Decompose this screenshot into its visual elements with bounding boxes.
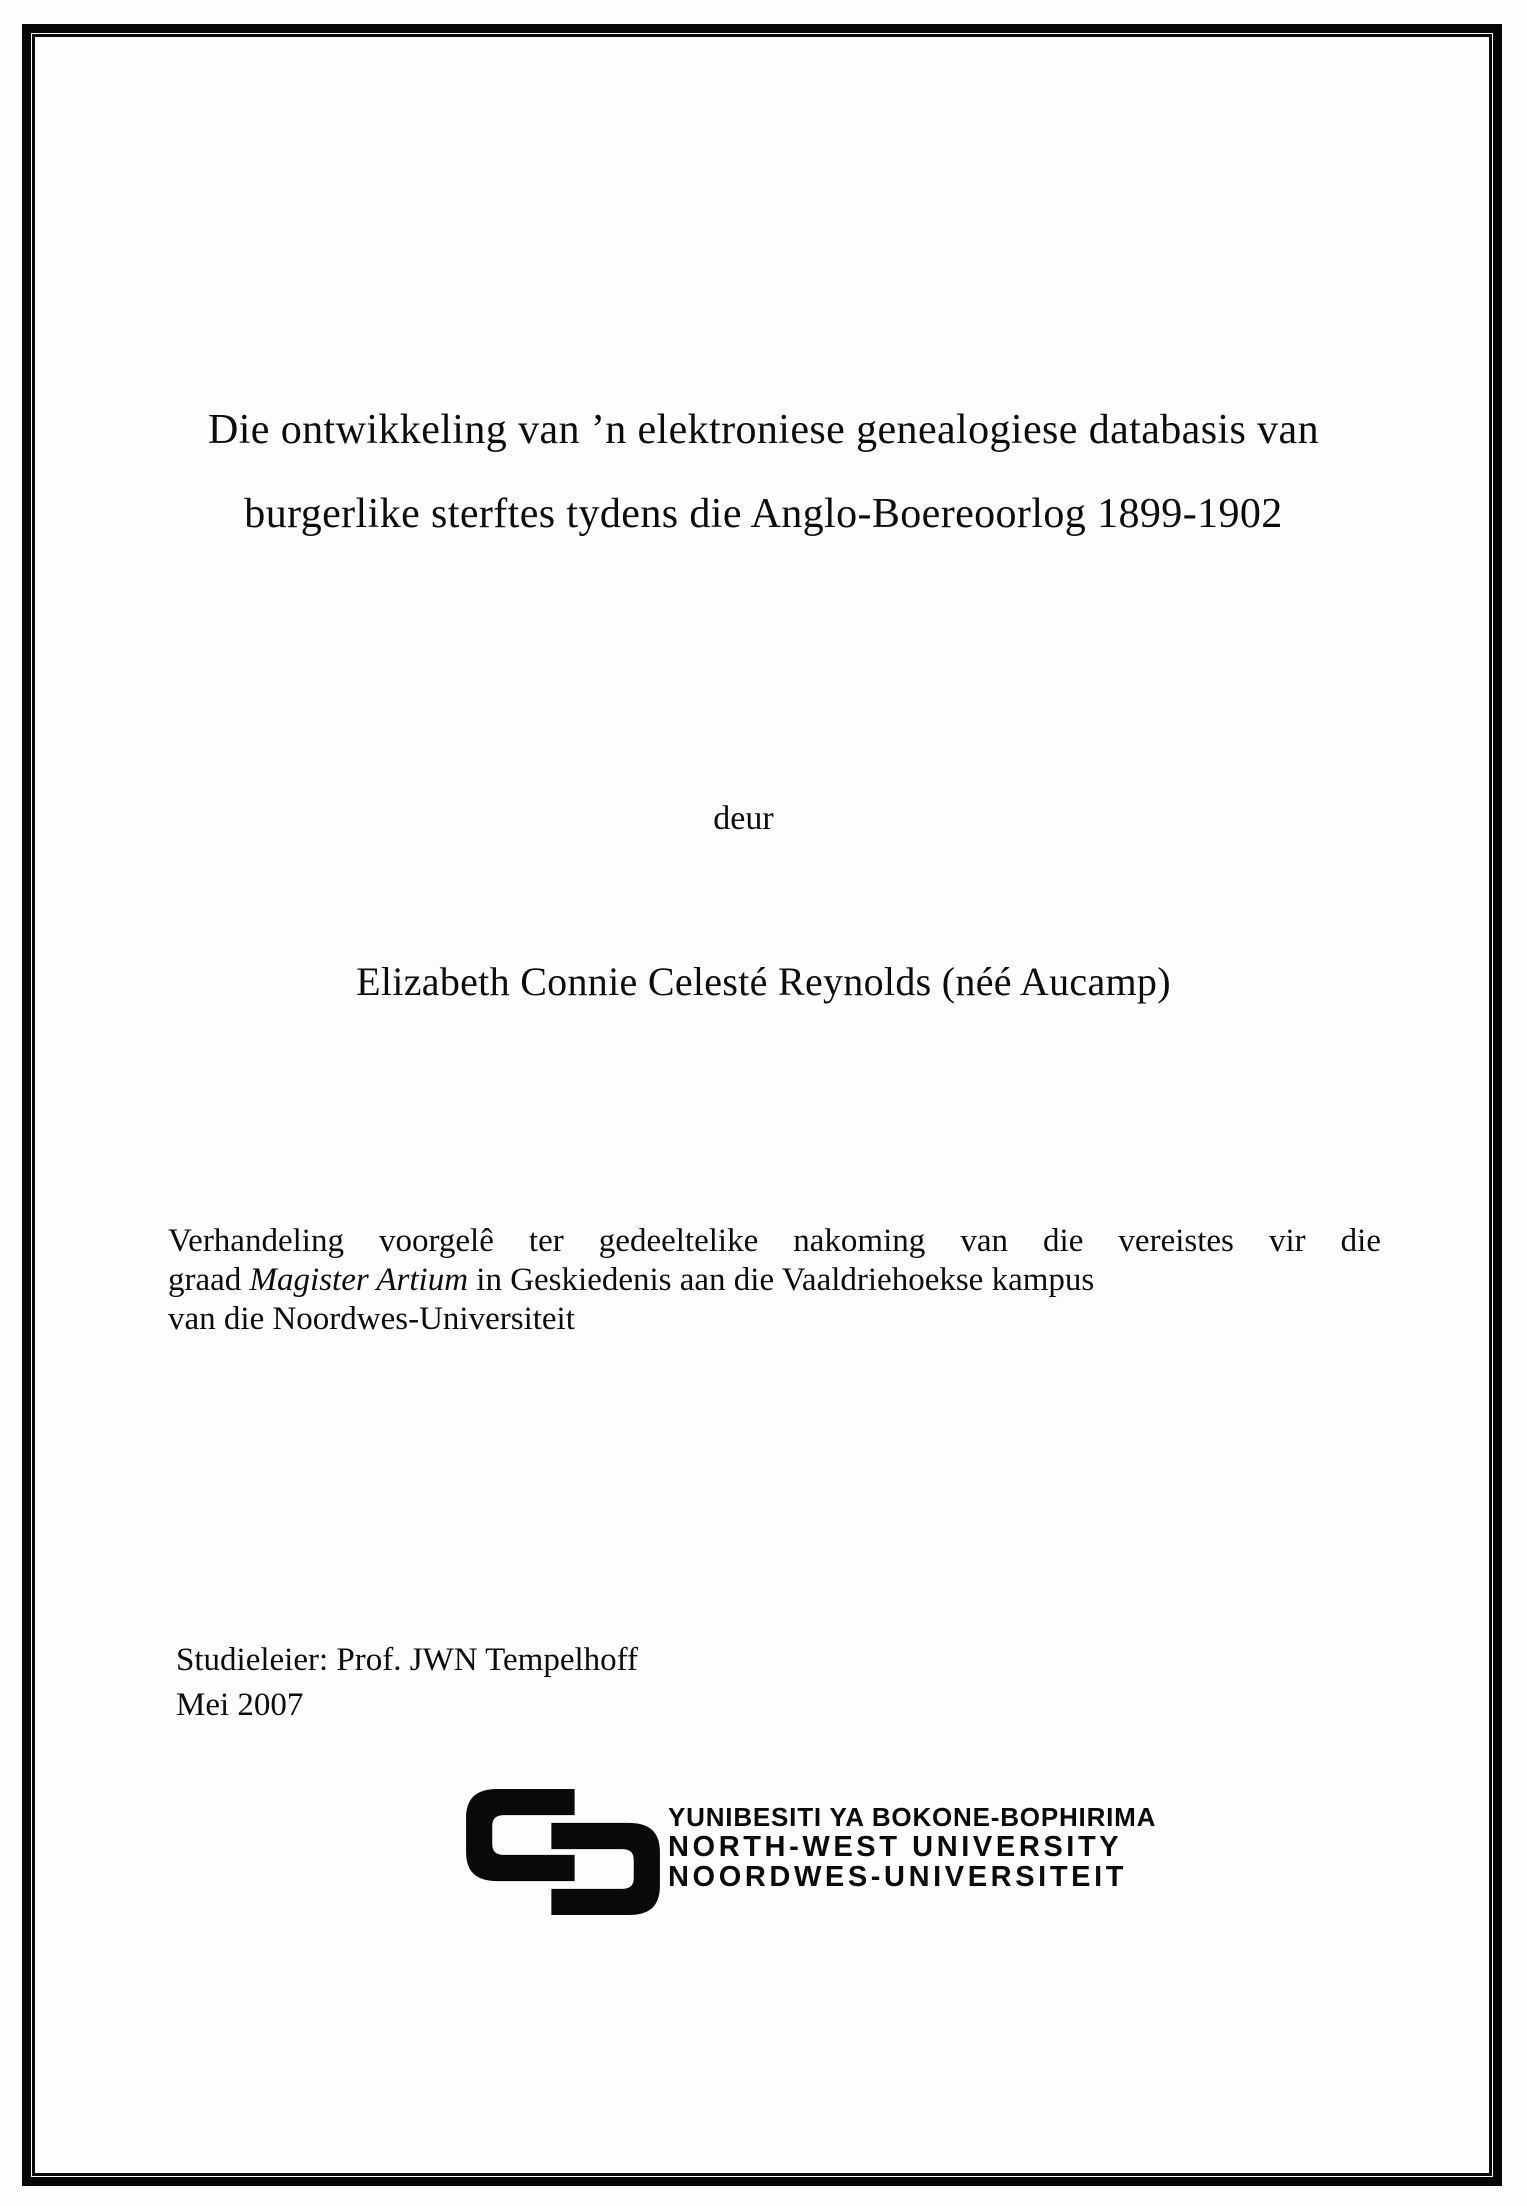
statement-line-1: Verhandeling voorgelê ter gedeeltelike nakoming van die vereistes vir die bbox=[168, 1223, 1381, 1259]
statement-line-2-prefix: graad bbox=[168, 1262, 250, 1298]
title-line-1: Die ontwikkeling van ’n elektroniese genealogiese databasis van bbox=[207, 407, 1319, 453]
thesis-title bbox=[90, 388, 1437, 556]
statement-line-2-suffix: in Geskiedenis aan die Vaaldriehoekse kampus bbox=[468, 1262, 1095, 1298]
nwu-logo-icon bbox=[466, 1789, 660, 1915]
supervisor-block bbox=[176, 1638, 638, 1728]
author-name: Elizabeth Connie Celesté Reynolds (néé Aucamp) bbox=[356, 959, 1171, 1004]
degree-name-italic: Magister Artium bbox=[249, 1262, 469, 1298]
statement-line-3: van die Noordwes-Universiteit bbox=[168, 1301, 575, 1337]
logo-text-line-1: YUNIBESITI YA BOKONE-BOPHIRIMA bbox=[668, 1802, 1157, 1832]
date-line: Mei 2007 bbox=[176, 1687, 304, 1723]
logo-text-block bbox=[668, 1789, 1156, 1892]
title-line-2: burgerlike sterftes tydens die Anglo-Boereoorlog 1899-1902 bbox=[244, 491, 1283, 537]
byline-deur: deur bbox=[713, 800, 774, 837]
statement-line-2 bbox=[168, 1261, 1381, 1300]
logo-text-line-3: NOORDWES-UNIVERSITEIT bbox=[668, 1861, 1128, 1893]
supervisor-line: Studieleier: Prof. JWN Tempelhoff bbox=[176, 1642, 639, 1678]
university-logo bbox=[466, 1789, 1156, 1915]
logo-text-line-2: NORTH-WEST UNIVERSITY bbox=[668, 1831, 1123, 1863]
thesis-statement bbox=[168, 1222, 1381, 1339]
